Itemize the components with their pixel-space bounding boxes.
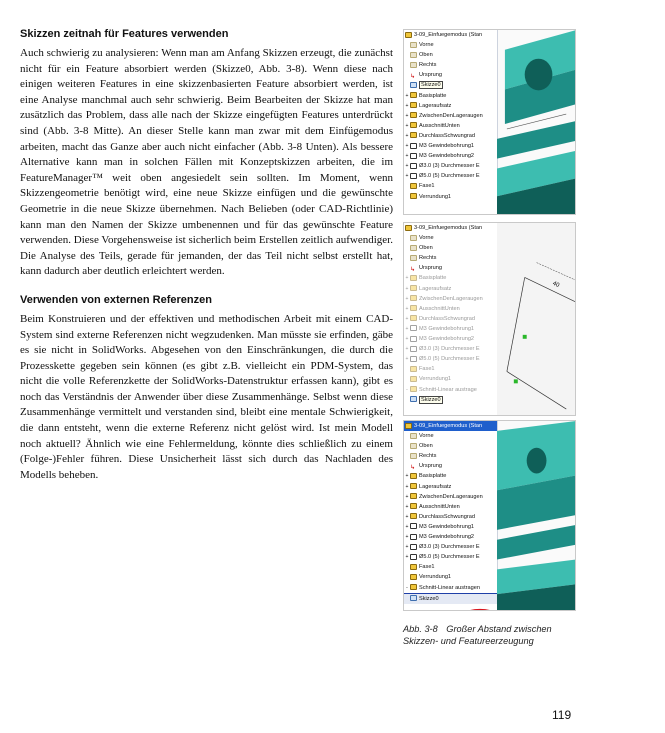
expand-toggle-icon[interactable]: + <box>405 473 409 480</box>
expand-toggle-icon[interactable]: + <box>405 285 409 292</box>
expand-toggle-icon[interactable]: + <box>405 554 409 561</box>
tree-item-label: DurchlassSchwungrad <box>419 315 475 322</box>
feature-icon <box>410 275 417 281</box>
tree-item[interactable] <box>404 334 497 344</box>
tree-item-label: Verrundung1 <box>419 376 452 383</box>
origin-icon: ↳ <box>410 266 416 273</box>
tree-item-label: Vorne <box>419 235 434 242</box>
hole-icon <box>410 356 417 362</box>
tree-item[interactable] <box>404 253 497 263</box>
expand-toggle-icon[interactable]: + <box>405 122 409 129</box>
tree-item[interactable] <box>404 395 497 405</box>
section-heading-references: Verwenden von externen Referenzen <box>20 293 212 306</box>
tree-item[interactable] <box>404 40 497 50</box>
tree-item[interactable] <box>404 324 497 334</box>
expand-toggle-icon[interactable]: + <box>405 483 409 490</box>
feature-icon <box>410 305 417 311</box>
tree-root-label: 3-09_Einfuegemodus (Stan <box>414 225 483 231</box>
tree-root-label: 3-09_Einfuegemodus (Stan <box>414 32 483 38</box>
tree-item-label: Verrundung1 <box>419 193 452 200</box>
tree-item[interactable] <box>404 314 497 324</box>
expand-toggle-icon[interactable]: + <box>405 513 409 520</box>
expand-toggle-icon[interactable]: + <box>405 325 409 332</box>
plane-icon <box>410 235 417 241</box>
expand-toggle-icon[interactable]: + <box>405 295 409 302</box>
tree-item[interactable] <box>404 111 497 121</box>
feature-icon <box>410 366 417 372</box>
tree-item[interactable] <box>404 141 497 151</box>
tree-item-label: Ursprung <box>419 72 443 79</box>
feature-icon <box>410 376 417 382</box>
page-number: 119 <box>552 708 572 722</box>
caption-label: Abb. 3-8 <box>403 624 438 634</box>
tree-item[interactable] <box>404 263 497 273</box>
section-heading-sketches: Skizzen zeitnah für Features verwenden <box>20 28 229 40</box>
expand-toggle-icon[interactable]: + <box>405 163 409 170</box>
tree-item-label: Ø3.0 (3) Durchmesser E <box>419 163 480 170</box>
expand-toggle-icon[interactable]: - <box>406 386 408 393</box>
expand-toggle-icon[interactable]: + <box>405 173 409 180</box>
tree-item-label: Fase1 <box>419 366 435 373</box>
tree-item[interactable] <box>404 50 497 60</box>
tree-item-label: AusschnittUnten <box>419 305 460 312</box>
origin-icon: ↳ <box>410 73 416 80</box>
tree-item[interactable] <box>404 192 497 202</box>
tree-item-label: Lageraufsatz <box>419 102 452 109</box>
expand-toggle-icon[interactable]: + <box>405 503 409 510</box>
tree-item-label: M3 Gewindebohrung1 <box>419 523 475 530</box>
expand-toggle-icon[interactable]: + <box>405 523 409 530</box>
feature-icon <box>410 132 417 138</box>
tree-item-label: Ursprung <box>419 463 443 470</box>
plane-icon <box>410 42 417 48</box>
tree-item[interactable] <box>404 304 497 314</box>
tree-item-label: AusschnittUnten <box>419 122 460 129</box>
plane-icon <box>410 62 417 68</box>
expand-toggle-icon[interactable]: + <box>405 305 409 312</box>
tree-item-label: Basisplatte <box>419 473 447 480</box>
sketch-view <box>497 223 576 415</box>
tree-item[interactable] <box>404 233 497 243</box>
hole-icon <box>410 163 417 169</box>
plane-icon <box>410 255 417 261</box>
tree-item-label: ZwischenDenLageraugen <box>419 493 483 500</box>
tree-item[interactable] <box>404 364 497 374</box>
caption-text: Großer Abstand zwischen Skizzen- und Featureerzeugung <box>403 624 552 646</box>
tree-item[interactable] <box>404 181 497 191</box>
feature-icon <box>410 386 417 392</box>
tree-item-label: Ø5.0 (5) Durchmesser E <box>419 554 480 561</box>
expand-toggle-icon[interactable]: + <box>405 275 409 282</box>
tree-item-label: ZwischenDenLageraugen <box>419 112 483 119</box>
tree-item-label: DurchlassSchwungrad <box>419 513 475 520</box>
tree-item-label: Lageraufsatz <box>419 483 452 490</box>
text-column <box>20 28 393 483</box>
sketch-point-icon <box>523 335 527 339</box>
tree-item-label: Ursprung <box>419 265 443 272</box>
tree-item-label: M3 Gewindebohrung1 <box>419 325 475 332</box>
plane-icon <box>410 52 417 58</box>
tree-item-label: Fase1 <box>419 183 435 190</box>
tree-item[interactable] <box>404 91 497 101</box>
expand-toggle-icon[interactable]: + <box>405 356 409 363</box>
feature-icon <box>410 112 417 118</box>
hole-icon <box>410 346 417 352</box>
expand-toggle-icon[interactable]: + <box>405 153 409 160</box>
screenshot-panel-middle <box>403 222 576 416</box>
tree-item[interactable] <box>404 284 497 294</box>
dimension-label: 40 <box>551 280 561 289</box>
feature-tree <box>404 223 498 415</box>
tree-item-label: ZwischenDenLageraugen <box>419 295 483 302</box>
feature-icon <box>410 92 417 98</box>
expand-toggle-icon[interactable]: + <box>405 534 409 541</box>
tree-item-label: Ø5.0 (5) Durchmesser E <box>419 356 480 363</box>
sketch-icon <box>410 82 417 88</box>
tree-item[interactable] <box>404 131 497 141</box>
expand-toggle-icon[interactable]: + <box>405 143 409 150</box>
origin-icon: ↳ <box>410 464 416 471</box>
tree-item-label: Skizze0 <box>421 82 441 89</box>
tree-item[interactable] <box>404 60 497 70</box>
tree-item-label: Ø3.0 (3) Durchmesser E <box>419 544 480 551</box>
expand-toggle-icon[interactable]: + <box>405 315 409 322</box>
part-icon <box>405 225 412 231</box>
tree-item-label: DurchlassSchwungrad <box>419 132 475 139</box>
sketch-icon <box>410 396 417 402</box>
tree-item-label: Rechts <box>419 453 437 460</box>
expand-toggle-icon[interactable]: + <box>405 102 409 109</box>
expand-toggle-icon[interactable]: + <box>405 112 409 119</box>
tree-item[interactable] <box>404 344 497 354</box>
tree-item[interactable] <box>404 151 497 161</box>
plane-icon <box>410 245 417 251</box>
feature-tree <box>404 30 498 214</box>
tree-root-label: 3-09_Einfuegemodus (Stan <box>414 423 483 429</box>
expand-toggle-icon[interactable]: + <box>405 336 409 343</box>
tree-root-item[interactable] <box>404 30 497 40</box>
feature-icon <box>410 122 417 128</box>
tree-item[interactable] <box>404 121 497 131</box>
tree-item-label: Skizze0 <box>421 396 441 403</box>
tree-item-label: M3 Gewindebohrung2 <box>419 534 475 541</box>
tree-item-label: M3 Gewindebohrung2 <box>419 153 475 160</box>
expand-toggle-icon[interactable]: + <box>405 92 409 99</box>
tree-item-label: Schnitt-Linear austragen <box>419 584 480 591</box>
tree-item-label: Oben <box>419 443 433 450</box>
tree-item-label: Vorne <box>419 42 434 49</box>
tree-item-label: Schnitt-Linear austrage <box>419 386 477 393</box>
screenshot-panel-bottom <box>403 420 576 611</box>
feature-icon <box>410 102 417 108</box>
tree-item[interactable] <box>404 374 497 384</box>
hole-icon <box>410 325 417 331</box>
feature-icon <box>410 285 417 291</box>
tree-item-label: Oben <box>419 52 433 59</box>
hole-icon <box>410 336 417 342</box>
expand-toggle-icon[interactable]: + <box>405 544 409 551</box>
tree-item-label: Lageraufsatz <box>419 285 452 292</box>
hole-icon <box>410 143 417 149</box>
tree-item[interactable] <box>404 101 497 111</box>
part-icon <box>405 32 412 38</box>
tree-item[interactable] <box>404 243 497 253</box>
tree-item[interactable] <box>404 171 497 181</box>
expand-toggle-icon[interactable]: - <box>406 584 408 591</box>
hole-icon <box>410 153 417 159</box>
figure-3-8 <box>403 29 576 615</box>
feature-icon <box>410 315 417 321</box>
tree-item-label: Verrundung1 <box>419 574 452 581</box>
tree-item[interactable] <box>404 80 497 90</box>
tree-root-item[interactable] <box>404 223 497 233</box>
tree-item-label: AusschnittUnten <box>419 503 460 510</box>
hole-icon <box>410 173 417 179</box>
tree-item[interactable] <box>404 70 497 80</box>
tree-item[interactable] <box>404 354 497 364</box>
screenshot-panel-top <box>403 29 576 215</box>
feature-icon <box>410 183 417 189</box>
tree-item[interactable] <box>404 294 497 304</box>
tree-item-label: Ø5.0 (5) Durchmesser E <box>419 173 480 180</box>
tree-item[interactable] <box>404 385 497 395</box>
tree-item[interactable] <box>404 161 497 171</box>
tree-item[interactable] <box>404 273 497 283</box>
model-view <box>497 30 576 214</box>
highlight-ellipse-icon <box>404 421 576 611</box>
sketch-point-icon <box>514 379 518 383</box>
tree-item-label: Rechts <box>419 62 437 69</box>
expand-toggle-icon[interactable]: + <box>405 493 409 500</box>
tree-item-label: M3 Gewindebohrung1 <box>419 143 475 150</box>
tree-item-label: Oben <box>419 245 433 252</box>
tree-item-label: Basisplatte <box>419 275 447 282</box>
section-body-sketches: Auch schwierig zu analysieren: Wenn man am Anfang Skizzen erzeugt, die zunächst nicht für ein Feature absorbiert werden (Skizze0, Abb. 3-8). Wenn diese nach einigen weiteren Features in eine skizzenbasierten Feature absorbiert werden, ist eine Analyse manchmal auch sehr schwierig. Beim Bearbeiten der Skizze hat man zusätzlich das Problem, dass alle nach der Skizze eingefügten Features unterdrückt sind (Abb. 3-8 Mitte). An dieser Stelle kann man zwar mit dem Einfügemodus arbeiten, macht das Ganze aber auch nicht einfacher (Abb. 3-8 Unten). Als bessere Alternative kann man in solchen Fällen mit Konzeptskizzen arbeiten, die im FeatureManager™ weit oben angesiedelt sein sollten. Im Moment, wenn Skizzengeometrie benötigt wird, eine neue Skizze einfügen und die gewünschte Geometrie in die neue Skizze übernehmen. Nach Belieben (oder CAD-Richtlinie) kann man den Namen der Skizze umbenennen und für das gewünschte Feature verwenden. Diese Vorgehensweise ist sicherlich beim Erstellen zeitlich aufwendiger. Die Analyse des Teils, gerade für jemanden, der das Teil nicht selbst erstellt hat, kann dadurch aber deutlich erleichtert werden. <box>20 47 393 278</box>
tree-item-label: Fase1 <box>419 564 435 571</box>
tree-item-label: Skizze0 <box>419 595 439 602</box>
tree-item-label: Vorne <box>419 433 434 440</box>
feature-icon <box>410 295 417 301</box>
feature-icon <box>410 193 417 199</box>
figure-caption <box>403 623 576 647</box>
expand-toggle-icon[interactable]: + <box>405 132 409 139</box>
tree-item-label: Basisplatte <box>419 92 447 99</box>
expand-toggle-icon[interactable]: + <box>405 346 409 353</box>
tree-item-label: Rechts <box>419 255 437 262</box>
tree-item-label: Ø3.0 (3) Durchmesser E <box>419 346 480 353</box>
tree-item-label: M3 Gewindebohrung2 <box>419 336 475 343</box>
section-body-references: Beim Konstruieren und der effektiven und methodischen Arbeit mit einem CAD-System sind externe Referenzen nicht wegzudenken. Man müsste sie erfinden, gäbe es sie nicht in SolidWorks. Abgesehen von den Einschränkungen, die durch die Prozesskette gegeben sein können (es gibt z.B. vielleicht ein PDM-System, das nicht die volle Referenzkette der SolidWorks-Datenstruktur erfassen kann), gibt es noch das Verständnis der Anwender über diese Zusammenhänge. Selbst wenn diese Zusammenhänge vermittelt und verstanden sind, bleibt eine mentale Schwierigkeit, die dann entsteht, wenn die externe Referenz nicht gelöst wird. Ist mein Modell noch aktuell? Ähnlich wie eine Fehlermeldung, könnte dies schließlich zu einem (Folge-)Fehler führen. Diese Unsicherheit lässt sich durch das Nachladen des Modells beheben. <box>20 312 393 481</box>
